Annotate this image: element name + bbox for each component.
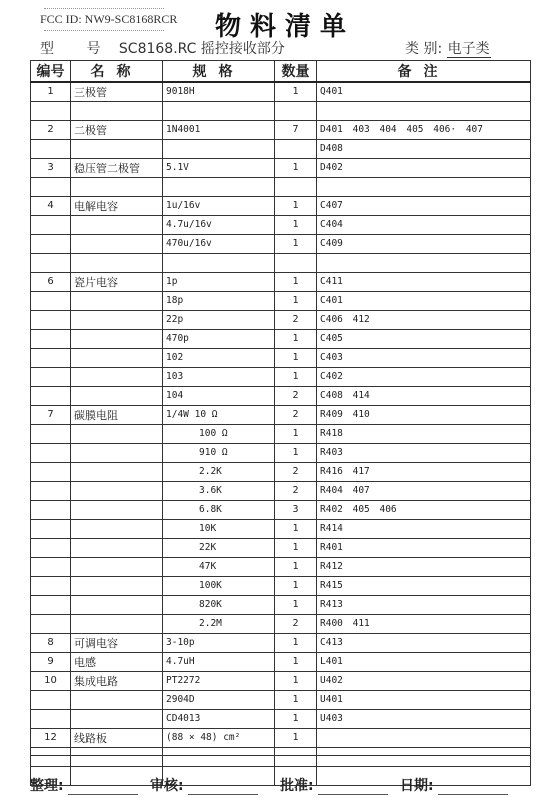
cell-remark: R400 411	[317, 614, 531, 633]
table-row	[31, 386, 531, 405]
cell-no	[31, 614, 71, 633]
cell-spec: 100 Ω	[163, 424, 275, 443]
cell-qty	[275, 139, 317, 158]
cell-qty: 1	[275, 158, 317, 177]
category-label: 类 别:	[405, 41, 443, 57]
footer-date	[400, 775, 508, 795]
cell-remark: R401	[317, 538, 531, 557]
table-row	[31, 272, 531, 291]
cell-remark: R416 417	[317, 462, 531, 481]
table-row	[31, 557, 531, 576]
cell-no	[31, 557, 71, 576]
cell-spec	[163, 177, 275, 196]
footer-arrange	[30, 775, 138, 795]
cell-no: 6	[31, 272, 71, 291]
cell-spec	[163, 101, 275, 120]
approve-signature-blank	[318, 780, 388, 795]
table-row	[31, 139, 531, 158]
footer-date-label: 日期:	[400, 778, 434, 794]
cell-qty: 1	[275, 196, 317, 215]
cell-remark: R415	[317, 576, 531, 595]
cell-no	[31, 481, 71, 500]
cell-spec: 820K	[163, 595, 275, 614]
table-row	[31, 405, 531, 424]
cell-qty: 1	[275, 538, 317, 557]
table-header-row	[31, 61, 531, 83]
table-row	[31, 367, 531, 386]
cell-no	[31, 291, 71, 310]
model-label: 型 号	[40, 41, 115, 57]
cell-remark: C411	[317, 272, 531, 291]
cell-name	[71, 386, 163, 405]
cell-remark: R402 405 406	[317, 500, 531, 519]
cell-name	[71, 101, 163, 120]
table-row	[31, 671, 531, 690]
cell-remark	[317, 747, 531, 766]
cell-no: 12	[31, 728, 71, 747]
cell-spec: 4.7u/16v	[163, 215, 275, 234]
header-remark: 备注	[317, 61, 531, 83]
cell-no	[31, 443, 71, 462]
cell-spec: 910 Ω	[163, 443, 275, 462]
cell-no	[31, 215, 71, 234]
cell-qty: 1	[275, 633, 317, 652]
header-spec: 规格	[163, 61, 275, 83]
cell-name	[71, 367, 163, 386]
cell-name	[71, 614, 163, 633]
cell-name	[71, 690, 163, 709]
cell-no	[31, 177, 71, 196]
cell-remark	[317, 177, 531, 196]
cell-qty: 2	[275, 405, 317, 424]
cell-no: 9	[31, 652, 71, 671]
table-row	[31, 538, 531, 557]
cell-no	[31, 576, 71, 595]
cell-spec: 2.2K	[163, 462, 275, 481]
cell-remark: U402	[317, 671, 531, 690]
cell-spec: (88 × 48) cm²	[163, 728, 275, 747]
cell-name: 可调电容	[71, 633, 163, 652]
cell-remark: Q401	[317, 82, 531, 101]
cell-remark: D402	[317, 158, 531, 177]
table-row	[31, 101, 531, 120]
footer-approve	[280, 775, 388, 795]
cell-name	[71, 481, 163, 500]
cell-name: 电解电容	[71, 196, 163, 215]
cell-qty	[275, 253, 317, 272]
table-row	[31, 633, 531, 652]
table-row	[31, 481, 531, 500]
cell-spec: 100K	[163, 576, 275, 595]
cell-no	[31, 538, 71, 557]
cell-spec: 47K	[163, 557, 275, 576]
cell-qty: 2	[275, 386, 317, 405]
table-row	[31, 291, 531, 310]
cell-name	[71, 709, 163, 728]
cell-no	[31, 747, 71, 766]
cell-qty: 3	[275, 500, 317, 519]
cell-spec: 22K	[163, 538, 275, 557]
cell-qty: 1	[275, 215, 317, 234]
fcc-bottom-rule	[44, 30, 164, 31]
cell-qty: 1	[275, 234, 317, 253]
cell-name: 线路板	[71, 728, 163, 747]
bill-of-materials-table	[30, 60, 531, 786]
cell-name: 瓷片电容	[71, 272, 163, 291]
cell-spec: 104	[163, 386, 275, 405]
cell-remark: C402	[317, 367, 531, 386]
cell-remark: R418	[317, 424, 531, 443]
arrange-signature-blank	[68, 780, 138, 795]
cell-no	[31, 424, 71, 443]
table-row	[31, 82, 531, 101]
cell-remark: R412	[317, 557, 531, 576]
table-row	[31, 690, 531, 709]
cell-qty	[275, 101, 317, 120]
header-name: 名称	[71, 61, 163, 83]
table-body	[31, 82, 531, 785]
table-row	[31, 310, 531, 329]
cell-name	[71, 747, 163, 766]
cell-name	[71, 462, 163, 481]
header-no: 编号	[31, 61, 71, 83]
cell-no: 10	[31, 671, 71, 690]
table-row	[31, 652, 531, 671]
table-row	[31, 158, 531, 177]
cell-qty: 1	[275, 671, 317, 690]
cell-name	[71, 234, 163, 253]
cell-remark: D408	[317, 139, 531, 158]
cell-spec: PT2272	[163, 671, 275, 690]
cell-spec: 3-10p	[163, 633, 275, 652]
cell-spec: 1/4W 10 Ω	[163, 405, 275, 424]
cell-spec	[163, 747, 275, 766]
header-qty: 数量	[275, 61, 317, 83]
cell-qty: 1	[275, 367, 317, 386]
cell-spec: 1u/16v	[163, 196, 275, 215]
cell-remark: R413	[317, 595, 531, 614]
table-row	[31, 595, 531, 614]
cell-remark: C406 412	[317, 310, 531, 329]
cell-remark: C404	[317, 215, 531, 234]
cell-remark: C403	[317, 348, 531, 367]
table-row	[31, 120, 531, 139]
cell-no	[31, 139, 71, 158]
cell-remark: R409 410	[317, 405, 531, 424]
cell-remark: R414	[317, 519, 531, 538]
cell-qty: 7	[275, 120, 317, 139]
cell-qty: 2	[275, 310, 317, 329]
table-row	[31, 500, 531, 519]
cell-no: 4	[31, 196, 71, 215]
cell-qty: 1	[275, 443, 317, 462]
cell-spec: 10K	[163, 519, 275, 538]
cell-name	[71, 253, 163, 272]
cell-qty: 1	[275, 424, 317, 443]
footer-review	[150, 775, 258, 795]
cell-no	[31, 709, 71, 728]
table-row	[31, 614, 531, 633]
cell-remark: U403	[317, 709, 531, 728]
cell-remark: D401 403 404 405 406· 407	[317, 120, 531, 139]
cell-no	[31, 386, 71, 405]
cell-qty: 1	[275, 519, 317, 538]
cell-remark	[317, 728, 531, 747]
cell-spec: 5.1V	[163, 158, 275, 177]
cell-no	[31, 310, 71, 329]
cell-qty: 2	[275, 614, 317, 633]
footer-arrange-label: 整理:	[30, 778, 64, 794]
cell-qty: 1	[275, 272, 317, 291]
model-line	[40, 38, 285, 58]
cell-spec: 2.2M	[163, 614, 275, 633]
cell-no	[31, 462, 71, 481]
date-blank	[438, 780, 508, 795]
cell-name	[71, 595, 163, 614]
cell-spec: 470u/16v	[163, 234, 275, 253]
cell-qty: 1	[275, 348, 317, 367]
cell-remark: L401	[317, 652, 531, 671]
table-row	[31, 196, 531, 215]
cell-remark: U401	[317, 690, 531, 709]
table-row	[31, 253, 531, 272]
fcc-id: FCC ID: NW9-SC8168RCR	[40, 12, 178, 26]
cell-name	[71, 329, 163, 348]
cell-qty	[275, 747, 317, 766]
cell-spec: 102	[163, 348, 275, 367]
cell-name	[71, 348, 163, 367]
cell-spec: 2904D	[163, 690, 275, 709]
cell-name	[71, 576, 163, 595]
table-row	[31, 177, 531, 196]
footer-approve-label: 批准:	[280, 778, 314, 794]
cell-qty: 1	[275, 82, 317, 101]
cell-qty	[275, 177, 317, 196]
cell-no	[31, 348, 71, 367]
cell-qty: 1	[275, 652, 317, 671]
model-value: SC8168.RC 摇控接收部分	[118, 41, 285, 57]
table-row	[31, 576, 531, 595]
cell-qty: 1	[275, 690, 317, 709]
cell-no	[31, 595, 71, 614]
cell-name: 电感	[71, 652, 163, 671]
cell-remark: C409	[317, 234, 531, 253]
cell-no: 2	[31, 120, 71, 139]
cell-spec: 9018H	[163, 82, 275, 101]
fcc-top-rule	[44, 8, 164, 9]
table-row	[31, 443, 531, 462]
table-row	[31, 329, 531, 348]
cell-spec: 1N4001	[163, 120, 275, 139]
cell-remark: C408 414	[317, 386, 531, 405]
table-row	[31, 747, 531, 766]
cell-name: 碳膜电阻	[71, 405, 163, 424]
cell-spec	[163, 253, 275, 272]
cell-name	[71, 424, 163, 443]
cell-no: 3	[31, 158, 71, 177]
document-title: 物料清单	[215, 12, 356, 42]
cell-name	[71, 215, 163, 234]
cell-spec: 18p	[163, 291, 275, 310]
cell-qty: 1	[275, 329, 317, 348]
table-row	[31, 728, 531, 747]
cell-no	[31, 234, 71, 253]
cell-no	[31, 519, 71, 538]
cell-qty: 1	[275, 576, 317, 595]
cell-qty: 1	[275, 595, 317, 614]
cell-remark: C407	[317, 196, 531, 215]
cell-spec: 470p	[163, 329, 275, 348]
cell-name	[71, 443, 163, 462]
cell-spec: 103	[163, 367, 275, 386]
cell-qty: 2	[275, 462, 317, 481]
cell-remark	[317, 101, 531, 120]
footer-review-label: 审核:	[150, 778, 184, 794]
cell-no: 7	[31, 405, 71, 424]
table-row	[31, 348, 531, 367]
cell-name	[71, 139, 163, 158]
cell-spec: 22p	[163, 310, 275, 329]
cell-spec: 3.6K	[163, 481, 275, 500]
cell-spec: 6.8K	[163, 500, 275, 519]
cell-qty: 1	[275, 557, 317, 576]
cell-remark: C413	[317, 633, 531, 652]
cell-spec: 1p	[163, 272, 275, 291]
cell-qty: 1	[275, 709, 317, 728]
cell-name	[71, 519, 163, 538]
cell-name: 稳压管二极管	[71, 158, 163, 177]
table-row	[31, 215, 531, 234]
cell-no: 8	[31, 633, 71, 652]
cell-name	[71, 500, 163, 519]
cell-no	[31, 329, 71, 348]
cell-spec: CD4013	[163, 709, 275, 728]
table-row	[31, 462, 531, 481]
table-row	[31, 424, 531, 443]
cell-no: 1	[31, 82, 71, 101]
cell-name	[71, 538, 163, 557]
table-row	[31, 234, 531, 253]
cell-remark: C405	[317, 329, 531, 348]
cell-name	[71, 310, 163, 329]
cell-no	[31, 101, 71, 120]
cell-remark: C401	[317, 291, 531, 310]
cell-name	[71, 177, 163, 196]
cell-name	[71, 291, 163, 310]
cell-remark: R404 407	[317, 481, 531, 500]
table-row	[31, 519, 531, 538]
cell-no	[31, 367, 71, 386]
table-bottom-rule	[30, 755, 530, 756]
category-line	[405, 38, 491, 58]
cell-name: 集成电路	[71, 671, 163, 690]
table-row	[31, 709, 531, 728]
review-signature-blank	[188, 780, 258, 795]
cell-no	[31, 690, 71, 709]
cell-name	[71, 557, 163, 576]
cell-qty: 1	[275, 291, 317, 310]
cell-no	[31, 500, 71, 519]
cell-spec: 4.7uH	[163, 652, 275, 671]
cell-qty: 2	[275, 481, 317, 500]
cell-remark	[317, 253, 531, 272]
cell-spec	[163, 139, 275, 158]
cell-no	[31, 253, 71, 272]
category-value: 电子类	[447, 41, 490, 57]
cell-remark: R403	[317, 443, 531, 462]
cell-name: 二极管	[71, 120, 163, 139]
cell-name: 三极管	[71, 82, 163, 101]
cell-qty: 1	[275, 728, 317, 747]
